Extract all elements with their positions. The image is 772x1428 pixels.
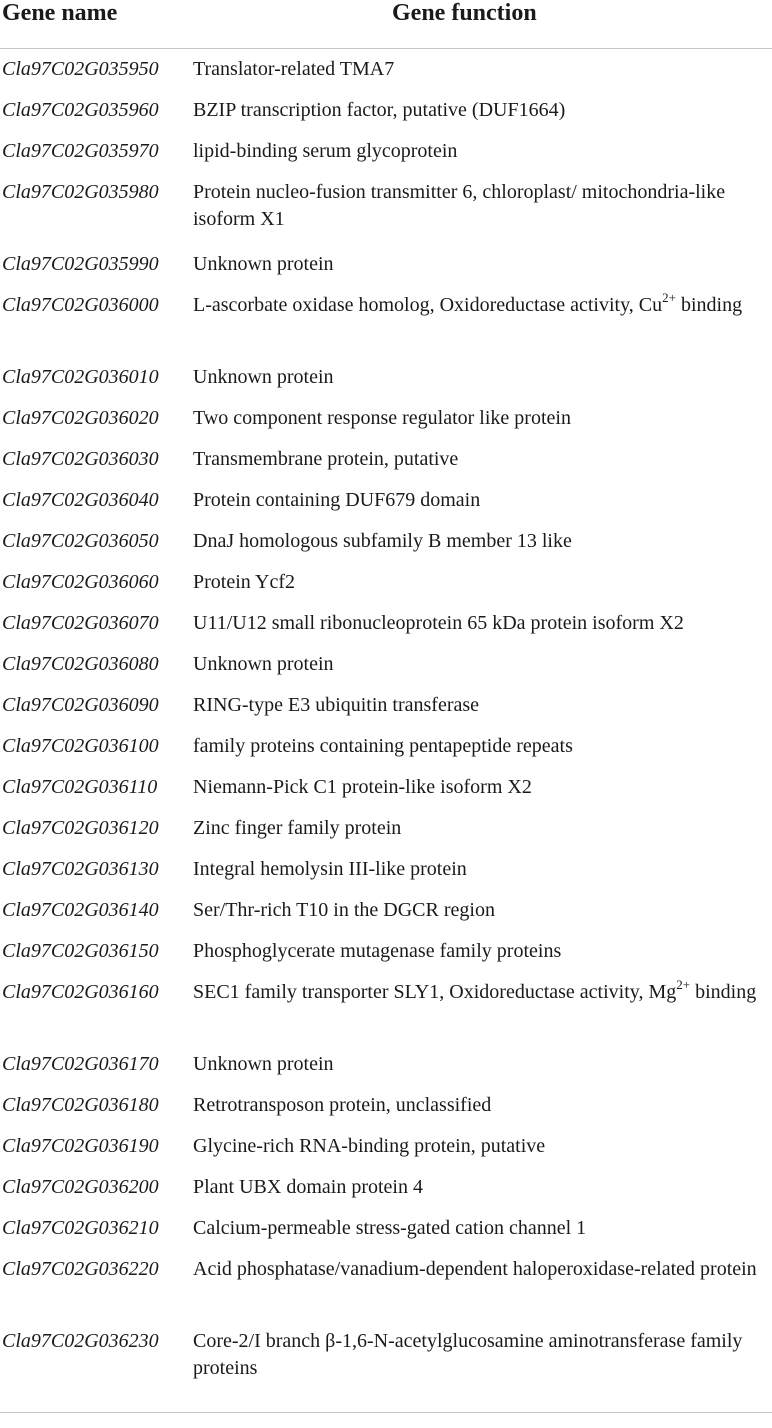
gene-name-cell: Cla97C02G035960 [2, 99, 159, 121]
gene-function-cell: Translator-related TMA7 [193, 58, 395, 80]
table-row [0, 1126, 772, 1167]
function-text: L-ascorbate oxidase homolog, Oxidoreductase activity, Cu [193, 294, 663, 316]
function-text-tail: binding [675, 294, 743, 316]
gene-function-cell: Glycine-rich RNA-binding protein, putative [193, 1135, 546, 1157]
gene-name-cell: Cla97C02G035980 [2, 181, 159, 203]
gene-function-cell: Niemann-Pick C1 protein-like isoform X2 [193, 776, 532, 798]
gene-function-cell: Protein containing DUF679 domain [193, 489, 481, 511]
gene-name-cell: Cla97C02G035990 [2, 253, 159, 275]
table-row [0, 685, 772, 726]
table-row [0, 480, 772, 521]
table-row [0, 808, 772, 849]
header-gene-function: Gene function [392, 0, 537, 26]
table-row [0, 931, 772, 972]
gene-function-cell: U11/U12 small ribonucleoprotein 65 kDa protein isoform X2 [193, 612, 684, 634]
gene-function-cell: Acid phosphatase/vanadium-dependent haloperoxidase-related protein [193, 1258, 757, 1280]
table-row [0, 890, 772, 931]
function-text-tail: binding [690, 981, 757, 1003]
table-row [0, 603, 772, 644]
gene-name-cell: Cla97C02G036130 [2, 858, 159, 880]
gene-name-cell: Cla97C02G036030 [2, 448, 159, 470]
table-row [0, 131, 772, 172]
table-row [0, 1167, 772, 1208]
gene-function-cell: BZIP transcription factor, putative (DUF1664) [193, 99, 566, 121]
table-row [0, 398, 772, 439]
table-header [0, 0, 772, 49]
table-row [0, 357, 772, 398]
table-row [0, 562, 772, 603]
gene-name-cell: Cla97C02G036020 [2, 407, 159, 429]
gene-function-cell [193, 292, 771, 319]
table-row [0, 849, 772, 890]
table-bottom-rule [0, 1412, 772, 1413]
table-row [0, 644, 772, 685]
gene-name-cell: Cla97C02G036150 [2, 940, 159, 962]
table-row [0, 972, 772, 1044]
gene-name-cell: Cla97C02G036000 [2, 294, 159, 316]
gene-name-cell: Cla97C02G036100 [2, 735, 159, 757]
gene-name-cell: Cla97C02G036010 [2, 366, 159, 388]
table-row [0, 1249, 772, 1321]
gene-name-cell: Cla97C02G036140 [2, 899, 159, 921]
gene-function-cell: lipid-binding serum glycoprotein [193, 140, 458, 162]
gene-name-cell: Cla97C02G036070 [2, 612, 159, 634]
gene-function-cell: Protein nucleo-fusion transmitter 6, chloroplast/ mitochondria-like isoform X1 [193, 181, 726, 230]
gene-name-cell: Cla97C02G036180 [2, 1094, 159, 1116]
gene-name-cell: Cla97C02G036120 [2, 817, 159, 839]
gene-function-cell: Calcium-permeable stress-gated cation channel 1 [193, 1217, 587, 1239]
gene-name-cell: Cla97C02G036040 [2, 489, 159, 511]
function-text: SEC1 family transporter SLY1, Oxidoreductase activity, Mg [193, 981, 677, 1003]
gene-name-cell: Cla97C02G036230 [2, 1330, 159, 1352]
table-row [0, 244, 772, 285]
table-row [0, 1044, 772, 1085]
table-body [0, 49, 772, 1393]
gene-name-cell: Cla97C02G036190 [2, 1135, 159, 1157]
table-row [0, 285, 772, 357]
table-row [0, 767, 772, 808]
gene-function-cell: RING-type E3 ubiquitin transferase [193, 694, 480, 716]
gene-function-cell: Plant UBX domain protein 4 [193, 1176, 423, 1198]
gene-function-cell: DnaJ homologous subfamily B member 13 like [193, 530, 572, 552]
gene-function-cell: Phosphoglycerate mutagenase family proteins [193, 940, 562, 962]
gene-name-cell: Cla97C02G036050 [2, 530, 159, 552]
table-row [0, 172, 772, 244]
gene-function-cell: Protein Ycf2 [193, 571, 296, 593]
gene-function-cell: Unknown protein [193, 1053, 334, 1075]
table-row [0, 439, 772, 480]
gene-function-cell: Two component response regulator like protein [193, 407, 571, 429]
gene-function-cell: Unknown protein [193, 253, 334, 275]
table-row [0, 1321, 772, 1393]
gene-function-cell: Integral hemolysin III-like protein [193, 858, 467, 880]
gene-function-cell: Unknown protein [193, 653, 334, 675]
ion-charge: 2+ [662, 290, 676, 305]
gene-function-cell: Ser/Thr-rich T10 in the DGCR region [193, 899, 495, 921]
gene-function-cell: Transmembrane protein, putative [193, 448, 459, 470]
gene-function-cell: Zinc finger family protein [193, 817, 402, 839]
gene-name-cell: Cla97C02G036210 [2, 1217, 159, 1239]
table-row [0, 1085, 772, 1126]
gene-name-cell: Cla97C02G035950 [2, 58, 159, 80]
gene-function-cell: Unknown protein [193, 366, 334, 388]
header-gene-name: Gene name [2, 0, 118, 26]
table-row [0, 726, 772, 767]
gene-name-cell: Cla97C02G036090 [2, 694, 159, 716]
gene-function-cell: family proteins containing pentapeptide repeats [193, 735, 573, 757]
table-row [0, 49, 772, 90]
gene-name-cell: Cla97C02G035970 [2, 140, 159, 162]
gene-name-cell: Cla97C02G036200 [2, 1176, 159, 1198]
ion-charge: 2+ [676, 977, 691, 992]
gene-function-cell: Core-2/I branch β-1,6-N-acetylglucosamine aminotransferase family proteins [193, 1330, 743, 1379]
gene-name-cell: Cla97C02G036060 [2, 571, 159, 593]
gene-function-cell [193, 979, 771, 1006]
table-row [0, 521, 772, 562]
gene-name-cell: Cla97C02G036170 [2, 1053, 159, 1075]
table-row [0, 90, 772, 131]
gene-function-cell: Retrotransposon protein, unclassified [193, 1094, 492, 1116]
gene-name-cell: Cla97C02G036110 [2, 776, 158, 798]
gene-name-cell: Cla97C02G036220 [2, 1258, 159, 1280]
gene-name-cell: Cla97C02G036080 [2, 653, 159, 675]
gene-name-cell: Cla97C02G036160 [2, 981, 159, 1003]
table-row [0, 1208, 772, 1249]
